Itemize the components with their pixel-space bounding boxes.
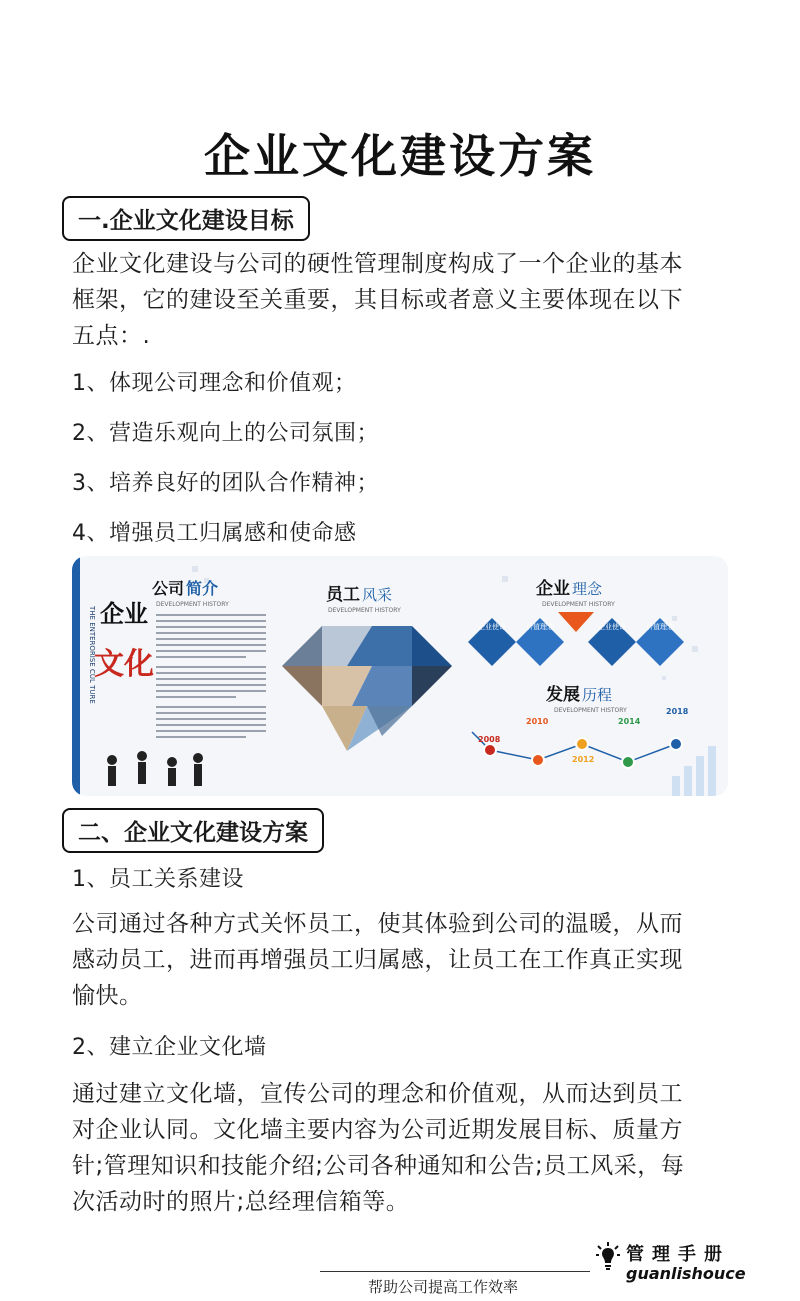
- brand-name-cn: 管理手册: [626, 1244, 730, 1265]
- side-title-2: 文化: [94, 647, 154, 682]
- idea-title-b: 理念: [572, 580, 603, 598]
- page-title: 企业文化建设方案: [204, 129, 596, 183]
- year-label: 2018: [666, 707, 689, 716]
- paragraph-line: 通过建立文化墙，宣传公司的理念和价值观，从而达到员工: [72, 1081, 683, 1107]
- goal-item: 3、培养良好的团队合作精神；: [72, 471, 379, 496]
- staff-title-a: 员工: [326, 585, 360, 605]
- plan-paragraph-2: [72, 1076, 732, 1220]
- plan-subheading: 2、建立企业文化墙: [72, 1035, 267, 1060]
- goal-item: 2、营造乐观向上的公司氛围；: [72, 421, 379, 446]
- profile-subtitle: DEVELOPMENT HISTORY: [156, 601, 229, 608]
- idea-tag: 企业使命: [478, 623, 506, 631]
- paragraph-line: 公司通过各种方式关怀员工，使其体验到公司的温暖，从而: [72, 911, 683, 937]
- year-label: 2014: [618, 717, 641, 726]
- footer-divider: [320, 1271, 590, 1272]
- intro-line: 框架，它的建设至关重要，其目标或者意义主要体现在以下: [72, 287, 683, 313]
- brand-name-en: guanlishouce: [626, 1264, 746, 1283]
- paragraph-line: 愉快。: [72, 983, 143, 1009]
- goal-item: 1、体现公司理念和价值观；: [72, 371, 357, 396]
- history-title-a: 发展: [546, 685, 580, 705]
- idea-subtitle: DEVELOPMENT HISTORY: [542, 601, 615, 608]
- goals-intro: [72, 246, 732, 354]
- idea-tag: 价值理念: [646, 623, 674, 631]
- plan-paragraph-1: [72, 906, 732, 1014]
- section-heading-goals: 一.企业文化建设目标: [62, 196, 310, 241]
- intro-line: 五点：.: [72, 323, 151, 349]
- idea-title-a: 企业: [536, 579, 570, 599]
- staff-title-b: 风采: [362, 586, 393, 604]
- idea-tag: 价值理念: [526, 623, 554, 631]
- lightbulb-icon: [596, 1242, 620, 1272]
- paragraph-line: 针;管理知识和技能介绍;公司各种通知和公告;员工风采，每: [72, 1153, 685, 1179]
- history-subtitle: DEVELOPMENT HISTORY: [554, 707, 627, 714]
- section-heading-plan: 二、企业文化建设方案: [62, 808, 324, 853]
- staff-photo-collage: [282, 626, 452, 751]
- year-label: 2008: [478, 735, 501, 744]
- profile-title-a: 公司: [152, 579, 185, 598]
- year-label: 2010: [526, 717, 549, 726]
- goal-item: 4、增强员工归属感和使命感: [72, 521, 357, 546]
- paragraph-line: 对企业认同。文化墙主要内容为公司近期发展目标、质量方: [72, 1117, 683, 1143]
- side-title-1: 企业: [100, 599, 148, 628]
- profile-title-b: 简介: [186, 579, 219, 598]
- footer-slogan: 帮助公司提高工作效率: [368, 1278, 519, 1296]
- year-label: 2012: [572, 755, 595, 764]
- brand-logo: [596, 1240, 756, 1290]
- paragraph-line: 次活动时的照片;总经理信箱等。: [72, 1189, 410, 1215]
- paragraph-line: 感动员工，进而再增强员工归属感，让员工在工作真正实现: [72, 947, 683, 973]
- idea-tag: 企业使命: [598, 623, 626, 631]
- plan-subheading: 1、员工关系建设: [72, 867, 244, 892]
- staff-subtitle: DEVELOPMENT HISTORY: [328, 607, 401, 614]
- history-title-b: 历程: [582, 686, 613, 704]
- intro-line: 企业文化建设与公司的硬性管理制度构成了一个企业的基本: [72, 251, 683, 277]
- culture-wall-image: [72, 556, 728, 796]
- side-english: THE ENTERORISE CUL TURE: [88, 606, 96, 704]
